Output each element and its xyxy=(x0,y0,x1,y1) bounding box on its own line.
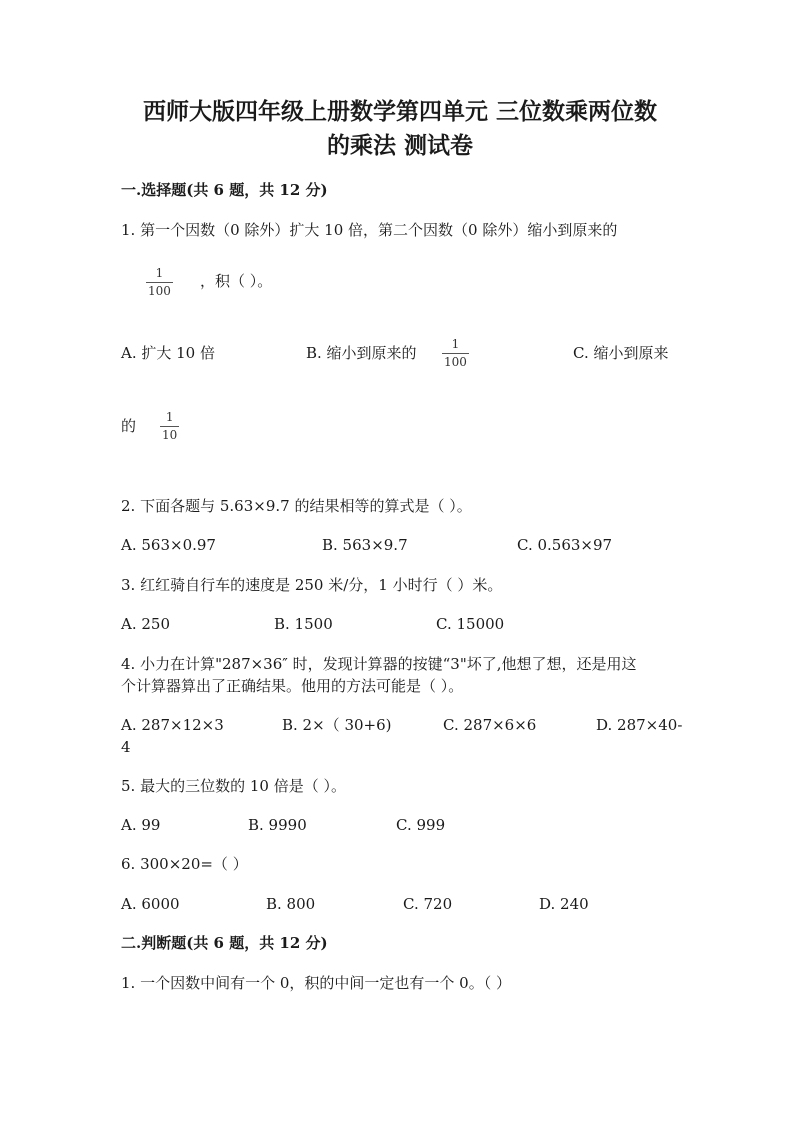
question-5-option-a: A. 99 xyxy=(121,816,161,834)
page-title-line2: 的乘法 测试卷 xyxy=(326,132,473,159)
question-5-stem: 5. 最大的三位数的 10 倍是（ ）。 xyxy=(121,777,346,795)
question-2-stem: 2. 下面各题与 5.63×9.7 的结果相等的算式是（ ）。 xyxy=(121,497,472,515)
question-1-option-c: C. 缩小到原来 xyxy=(573,344,669,362)
fraction-bar xyxy=(442,353,469,354)
question-1-option-b-fraction xyxy=(442,337,469,370)
question-6-option-a: A. 6000 xyxy=(121,895,180,913)
question-1-option-c-continued: 的 xyxy=(121,417,137,435)
question-3-option-c: C. 15000 xyxy=(436,615,505,633)
question-4-stem-line2: 个计算器算出了正确结果。他用的方法可能是（ ）。 xyxy=(121,677,464,695)
fraction-numerator: 1 xyxy=(155,266,164,280)
question-4-option-d: D. 287×40- xyxy=(596,716,683,734)
question-5-option-b: B. 9990 xyxy=(248,816,307,834)
fraction-bar xyxy=(160,426,179,427)
fraction-numerator: 1 xyxy=(165,410,174,424)
question-2-option-b: B. 563×9.7 xyxy=(322,536,408,554)
fraction-denominator: 100 xyxy=(444,355,467,369)
question-1-option-b: B. 缩小到原来的 xyxy=(306,344,417,362)
question-3-option-b: B. 1500 xyxy=(274,615,333,633)
question-4-option-c: C. 287×6×6 xyxy=(443,716,537,734)
page-title-line1: 西师大版四年级上册数学第四单元 三位数乘两位数 xyxy=(142,98,657,125)
question-1-fraction xyxy=(146,266,173,299)
question-3-stem: 3. 红红骑自行车的速度是 250 米/分，1 小时行（ ）米。 xyxy=(121,576,503,594)
question-4-option-d-continued: 4 xyxy=(121,738,131,756)
question-6-stem: 6. 300×20=（ ） xyxy=(121,855,248,873)
fraction-denominator: 10 xyxy=(162,428,178,442)
fraction-denominator: 100 xyxy=(148,284,171,298)
question-4-option-a: A. 287×12×3 xyxy=(121,716,224,734)
section-heading-choice: 一.选择题(共 6 题，共 12 分) xyxy=(121,181,328,199)
question-3-option-a: A. 250 xyxy=(121,615,170,633)
question-6-option-d: D. 240 xyxy=(539,895,589,913)
question-5-option-c: C. 999 xyxy=(396,816,446,834)
question-2-option-c: C. 0.563×97 xyxy=(517,536,613,554)
question-1-option-c-fraction xyxy=(160,410,179,443)
judgement-question-1-stem: 1. 一个因数中间有一个 0，积的中间一定也有一个 0。（ ） xyxy=(121,974,511,992)
question-6-option-c: C. 720 xyxy=(403,895,453,913)
question-1-stem: 1. 第一个因数（0 除外）扩大 10 倍，第二个因数（0 除外）缩小到原来的 xyxy=(121,221,618,239)
fraction-bar xyxy=(146,282,173,283)
question-6-option-b: B. 800 xyxy=(266,895,316,913)
fraction-numerator: 1 xyxy=(451,337,460,351)
question-1-tail: ，积（ ）。 xyxy=(200,272,273,290)
question-2-option-a: A. 563×0.97 xyxy=(121,536,216,554)
question-1-option-a: A. 扩大 10 倍 xyxy=(121,344,215,362)
section-heading-judgement: 二.判断题(共 6 题，共 12 分) xyxy=(121,934,328,952)
question-4-stem-line1: 4. 小力在计算"287×36″ 时，发现计算器的按键“3"坏了,他想了想，还是用这 xyxy=(121,655,637,673)
question-4-option-b: B. 2×（ 30+6) xyxy=(282,716,392,734)
